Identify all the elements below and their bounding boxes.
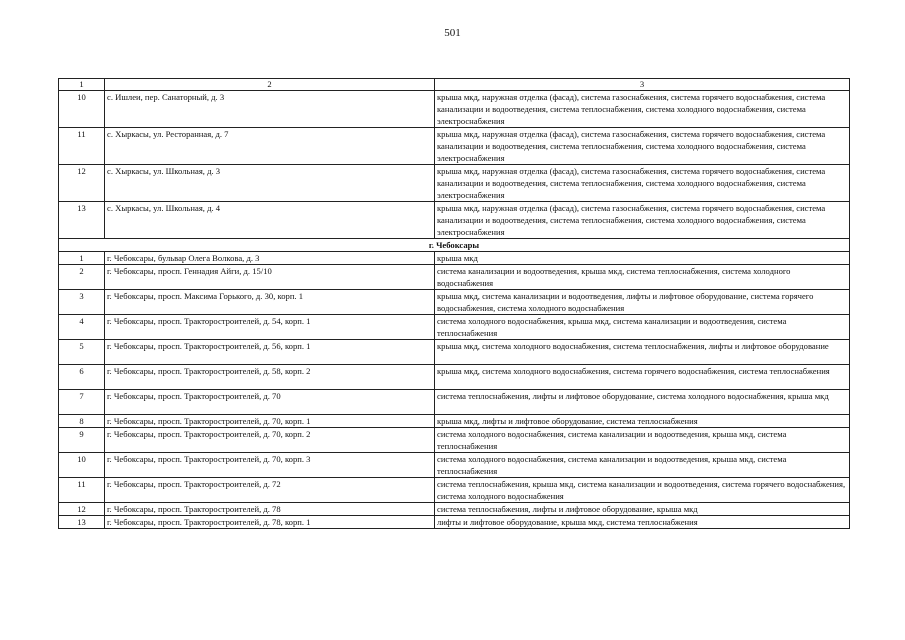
table-row bbox=[59, 202, 850, 239]
row-works: система холодного водоснабжения, система канализации и водоотведения, крыша мкд, система теплоснабжения bbox=[435, 428, 850, 453]
row-address: г. Чебоксары, просп. Тракторостроителей, д. 58, корп. 2 bbox=[105, 365, 435, 390]
table-row bbox=[59, 365, 850, 390]
row-number: 5 bbox=[59, 340, 105, 365]
row-works: крыша мкд, наружная отделка (фасад), система газоснабжения, система горячего водоснабжения, система канализации и водоотведения, система теплоснабжения, система холодного водоснабжения, система электроснабжения bbox=[435, 165, 850, 202]
section-row bbox=[59, 239, 850, 252]
row-works: система канализации и водоотведения, крыша мкд, система теплоснабжения, система холодного водоснабжения bbox=[435, 265, 850, 290]
row-address: г. Чебоксары, просп. Тракторостроителей, д. 56, корп. 1 bbox=[105, 340, 435, 365]
row-number: 12 bbox=[59, 503, 105, 516]
row-address: г. Чебоксары, просп. Тракторостроителей, д. 70, корп. 3 bbox=[105, 453, 435, 478]
row-works: система теплоснабжения, крыша мкд, система канализации и водоотведения, система горячего водоснабжения, система холодного водоснабжения bbox=[435, 478, 850, 503]
header-cell-works: 3 bbox=[435, 79, 850, 91]
works-table bbox=[58, 78, 850, 529]
row-address: г. Чебоксары, просп. Тракторостроителей, д. 70, корп. 1 bbox=[105, 415, 435, 428]
row-works: система теплоснабжения, лифты и лифтовое оборудование, крыша мкд bbox=[435, 503, 850, 516]
row-works: крыша мкд, лифты и лифтовое оборудование, система теплоснабжения bbox=[435, 415, 850, 428]
row-number: 12 bbox=[59, 165, 105, 202]
row-works: крыша мкд, система холодного водоснабжения, система горячего водоснабжения, система теплоснабжения bbox=[435, 365, 850, 390]
row-works: система теплоснабжения, лифты и лифтовое оборудование, система холодного водоснабжения, крыша мкд bbox=[435, 390, 850, 415]
row-number: 8 bbox=[59, 415, 105, 428]
row-number: 1 bbox=[59, 252, 105, 265]
page-number: 501 bbox=[444, 27, 461, 39]
row-works: крыша мкд, наружная отделка (фасад), система газоснабжения, система горячего водоснабжения, система канализации и водоотведения, система теплоснабжения, система холодного водоснабжения, система электроснабжения bbox=[435, 202, 850, 239]
row-number: 11 bbox=[59, 478, 105, 503]
row-address: г. Чебоксары, просп. Тракторостроителей, д. 70, корп. 2 bbox=[105, 428, 435, 453]
table-row bbox=[59, 478, 850, 503]
row-address: с. Ишлеи, пер. Санаторный, д. 3 bbox=[105, 91, 435, 128]
row-address: г. Чебоксары, просп. Максима Горького, д. 30, корп. 1 bbox=[105, 290, 435, 315]
table-row bbox=[59, 165, 850, 202]
row-number: 6 bbox=[59, 365, 105, 390]
table-row bbox=[59, 428, 850, 453]
row-number: 10 bbox=[59, 453, 105, 478]
row-address: г. Чебоксары, просп. Геннадия Айги, д. 15/10 bbox=[105, 265, 435, 290]
section-title: г. Чебоксары bbox=[59, 239, 850, 252]
row-works: лифты и лифтовое оборудование, крыша мкд, система теплоснабжения bbox=[435, 516, 850, 529]
table-row bbox=[59, 453, 850, 478]
row-works: крыша мкд, наружная отделка (фасад), система газоснабжения, система горячего водоснабжения, система канализации и водоотведения, система теплоснабжения, система холодного водоснабжения, система электроснабжения bbox=[435, 91, 850, 128]
row-address: г. Чебоксары, просп. Тракторостроителей, д. 70 bbox=[105, 390, 435, 415]
row-address: г. Чебоксары, просп. Тракторостроителей, д. 72 bbox=[105, 478, 435, 503]
row-number: 10 bbox=[59, 91, 105, 128]
row-number: 11 bbox=[59, 128, 105, 165]
row-works: крыша мкд, наружная отделка (фасад), система газоснабжения, система горячего водоснабжения, система канализации и водоотведения, система теплоснабжения, система холодного водоснабжения, система электроснабжения bbox=[435, 128, 850, 165]
row-number: 13 bbox=[59, 516, 105, 529]
table-row bbox=[59, 390, 850, 415]
table-row bbox=[59, 503, 850, 516]
row-works: крыша мкд bbox=[435, 252, 850, 265]
table-row bbox=[59, 315, 850, 340]
table-header-row bbox=[59, 79, 850, 91]
table-row bbox=[59, 91, 850, 128]
row-address: с. Хыркасы, ул. Школьная, д. 4 bbox=[105, 202, 435, 239]
row-number: 2 bbox=[59, 265, 105, 290]
table-row bbox=[59, 265, 850, 290]
row-number: 7 bbox=[59, 390, 105, 415]
row-works: система холодного водоснабжения, система канализации и водоотведения, крыша мкд, система теплоснабжения bbox=[435, 453, 850, 478]
table-row bbox=[59, 415, 850, 428]
row-works: система холодного водоснабжения, крыша мкд, система канализации и водоотведения, система теплоснабжения bbox=[435, 315, 850, 340]
table-row bbox=[59, 128, 850, 165]
row-address: г. Чебоксары, просп. Тракторостроителей, д. 78, корп. 1 bbox=[105, 516, 435, 529]
table-row bbox=[59, 252, 850, 265]
row-number: 9 bbox=[59, 428, 105, 453]
row-address: г. Чебоксары, бульвар Олега Волкова, д. 3 bbox=[105, 252, 435, 265]
row-address: с. Хыркасы, ул. Ресторанная, д. 7 bbox=[105, 128, 435, 165]
row-number: 4 bbox=[59, 315, 105, 340]
table-row bbox=[59, 340, 850, 365]
table-row bbox=[59, 290, 850, 315]
row-address: с. Хыркасы, ул. Школьная, д. 3 bbox=[105, 165, 435, 202]
header-cell-address: 2 bbox=[105, 79, 435, 91]
row-number: 13 bbox=[59, 202, 105, 239]
header-cell-number: 1 bbox=[59, 79, 105, 91]
table-row bbox=[59, 516, 850, 529]
row-works: крыша мкд, система холодного водоснабжения, система теплоснабжения, лифты и лифтовое оборудование bbox=[435, 340, 850, 365]
row-works: крыша мкд, система канализации и водоотведения, лифты и лифтовое оборудование, система горячего водоснабжения, система холодного водоснабжения bbox=[435, 290, 850, 315]
row-number: 3 bbox=[59, 290, 105, 315]
row-address: г. Чебоксары, просп. Тракторостроителей, д. 78 bbox=[105, 503, 435, 516]
row-address: г. Чебоксары, просп. Тракторостроителей, д. 54, корп. 1 bbox=[105, 315, 435, 340]
